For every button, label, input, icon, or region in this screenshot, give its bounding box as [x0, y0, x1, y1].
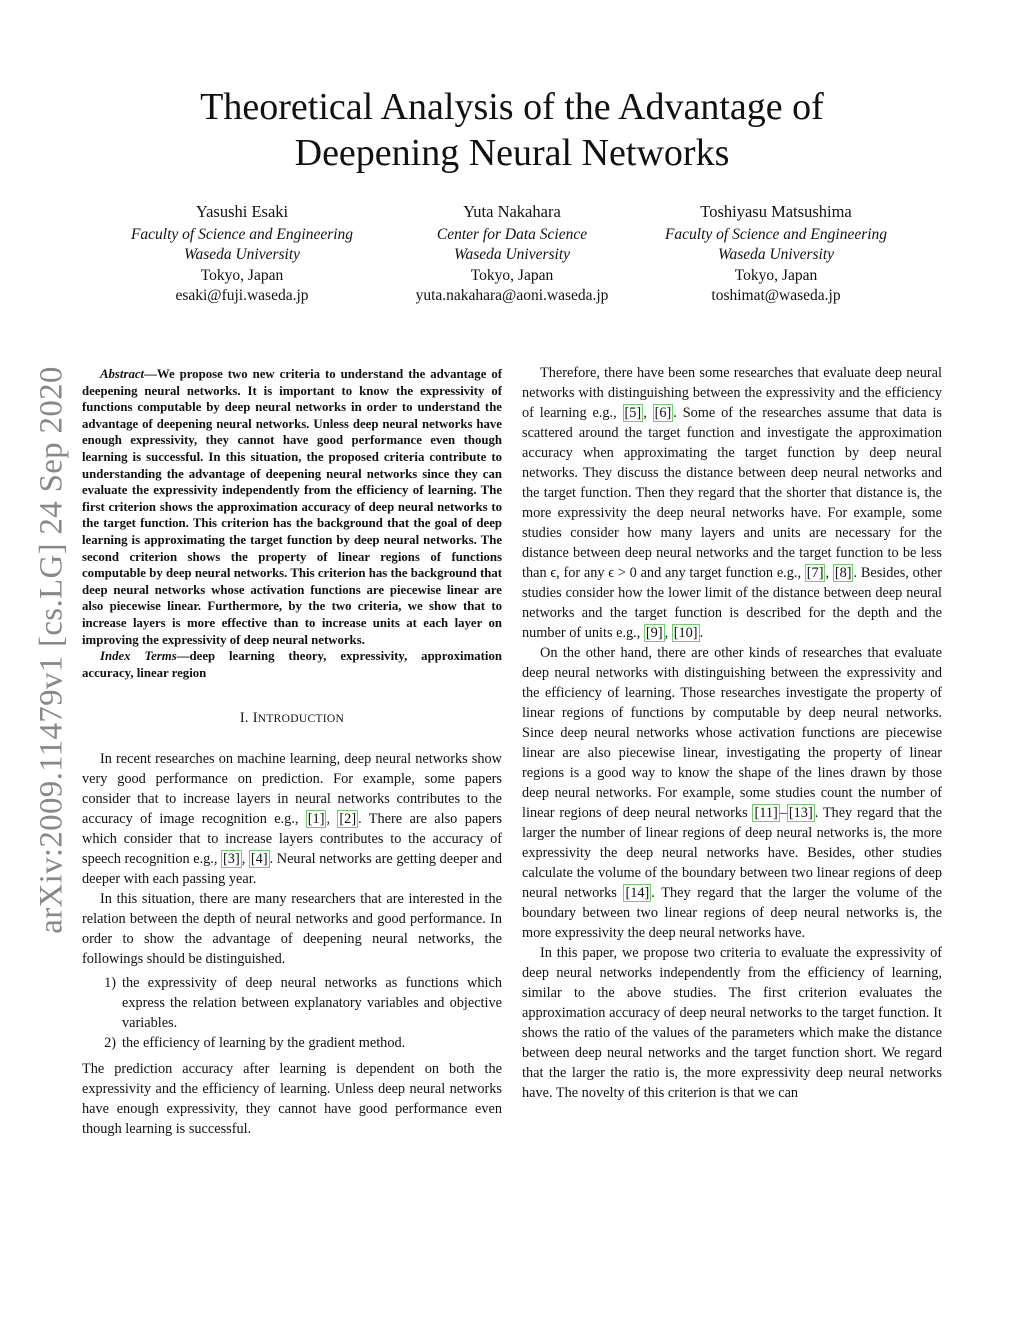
index-terms-label: Index Terms	[100, 649, 177, 664]
arxiv-sidebar-stamp	[30, 355, 74, 945]
citation-link[interactable]: [1]	[307, 811, 325, 828]
author-location: Tokyo, Japan	[470, 266, 554, 284]
author-name: Yuta Nakahara	[463, 202, 561, 221]
citation-link[interactable]: [6]	[654, 405, 672, 421]
citation-link[interactable]: [9]	[645, 625, 663, 641]
author-dept: Faculty of Science and Engineering	[130, 225, 354, 243]
paragraph-right-1: Therefore, there have been some researches that evaluate deep neural networks with distinguishing between the expressivity and the efficiency of learning e.g., [5] , [6] . Some of the researches assume that data is scattered around the target function and investigate the approximation accuracy when approximating the target function by deep neural networks. They discuss the distance between deep neural networks and the target function. Then they regard that the shorter that distance is, the more expressivity the deep neural networks have. For example, some studies consider how many layers and units are necessary for the distance between deep neural networks and the target function to be less than ϵ, for any ϵ > 0 and any target function e.g., [7] , [8] . Besides, other studies consider how the lower limit of the distance between deep neural networks and the target function is described for the depth and the number of units e.g., [9] , [10] .	[522, 365, 942, 641]
citation-link[interactable]: [13]	[788, 805, 813, 821]
title-line-1: Theoretical Analysis of the Advantage of	[200, 86, 824, 128]
index-terms	[82, 648, 502, 681]
citation-link[interactable]: [7]	[806, 565, 824, 581]
citation-link[interactable]: [8]	[834, 565, 852, 581]
author-email: yuta.nakahara@aoni.waseda.jp	[415, 287, 609, 304]
author-3	[616, 202, 936, 307]
abstract	[82, 366, 502, 648]
paragraph-intro-3: The prediction accuracy after learning is dependent on both the expressivity and the efficiency of learning. Unless deep neural networks have enough expressivity, they cannot have good performance even though learning is successful.	[82, 1061, 502, 1138]
author-email: toshimat@waseda.jp	[711, 287, 841, 304]
author-univ: Waseda University	[453, 246, 571, 263]
author-dept: Faculty of Science and Engineering	[664, 225, 888, 243]
paragraph-right-2: On the other hand, there are other kinds of researches that evaluate deep neural networks with distinguishing between the expressivity and the efficiency of learning. Those researches investigate the property of linear regions of functions by computable by deep neural networks. Since deep neural networks whose activation functions are piecewise linear are also piecewise linear, investigating the property of linear regions is a good way to know the shape of the lines drawn by those deep neural networks. For example, some studies count the number of linear regions of deep neural networks [11] – [13] . They regard that the larger the number of linear regions of deep neural networks is, the more expressivity the deep neural networks have. Besides, other studies calculate the volume of the boundary between two linear regions of deep neural networks [14] . They regard that the larger the volume of the boundary between two linear regions of deep neural networks is, the more expressivity the deep neural networks have.	[522, 645, 942, 941]
abstract-text: —We propose two new criteria to understand the advantage of deepening neural networks. It is important to know the expressivity of functions computable by deep neural networks in order to understand the advantage of deepening neural networks. Unless deep neural networks have enough expressivity, they cannot have good performance even though learning is successful. In this situation, the proposed criteria contribute to understanding the advantage of deepening neural networks since they can evaluate the expressivity independently from the efficiency of learning. The first criterion shows the approximation accuracy of deep neural networks to the target function. This criterion has the background that the goal of deep learning is approximating the target function by deep neural networks. The second criterion shows the property of linear regions of functions computable by deep neural networks. This criterion has the background that deep neural networks whose activation functions are piecewise linear are also piecewise linear. Furthermore, by the two criteria, we show that to increase layers is more effective than to increase units at each layer on improving the expressivity of deep neural networks.	[82, 367, 502, 647]
list-item: 1) the expressivity of deep neural networks as functions which express the relation between explanatory variables and objective variables.	[104, 975, 502, 1032]
paragraph-intro-1: In recent researches on machine learning, deep neural networks show very good performance on prediction. For example, some papers consider that to increase layers in neural networks contributes to the accuracy of image recognition e.g., [1] , [2] . There are also papers which consider that to increase layers contributes to the accuracy of speech recognition e.g., [3] , [4] . Neural networks are getting deeper and deeper with each passing year.	[82, 751, 503, 888]
arxiv-identifier: arXiv:2009.11479v1 [cs.LG] 24 Sep 2020	[33, 366, 70, 934]
author-name: Toshiyasu Matsushima	[700, 202, 852, 221]
author-univ: Waseda University	[183, 246, 301, 263]
author-location: Tokyo, Japan	[734, 266, 818, 284]
author-location: Tokyo, Japan	[200, 266, 284, 284]
citation-link[interactable]: [4]	[250, 851, 268, 868]
numbered-list	[82, 973, 502, 1053]
index-terms-text: —deep learning theory, expressivity, approximation accuracy, linear region	[82, 649, 502, 680]
title-line-2: Deepening Neural Networks	[294, 132, 730, 174]
section-heading: I. INTRODUCTION	[239, 710, 345, 727]
citation-link[interactable]: [14]	[625, 885, 650, 901]
author-univ: Waseda University	[717, 246, 835, 263]
paragraph-intro-2: In this situation, there are many researchers that are interested in the relation between the depth of neural networks and good performance. In order to show the advantage of deepening neural networks, the followings should be distinguished.	[82, 891, 502, 968]
author-name: Yasushi Esaki	[195, 202, 289, 221]
author-email: esaki@fuji.waseda.jp	[175, 287, 309, 304]
citation-link[interactable]: [10]	[673, 625, 698, 641]
citation-link[interactable]: [2]	[339, 811, 357, 828]
right-column	[522, 363, 942, 1103]
citation-link[interactable]: [5]	[624, 405, 642, 421]
abstract-label: Abstract	[100, 367, 145, 381]
paragraph-right-3: In this paper, we propose two criteria to evaluate the expressivity of deep neural networks independently from the efficiency of learning, similar to the above studies. The first criterion evaluates the approximation accuracy of deep neural networks to the target function. It shows the ratio of the values of the parameters which make the distance between deep neural networks and the target function short. We regard that the larger the ratio is, the more expressivity deep neural networks have. The novelty of this criterion is that we can	[522, 945, 942, 1101]
left-column	[82, 366, 502, 1139]
author-dept: Center for Data Science	[436, 225, 588, 243]
list-item: 2) the efficiency of learning by the gradient method.	[104, 1035, 406, 1052]
citation-link[interactable]: [3]	[223, 851, 240, 868]
citation-link[interactable]: [11]	[754, 805, 778, 821]
paper-title	[0, 84, 1024, 176]
